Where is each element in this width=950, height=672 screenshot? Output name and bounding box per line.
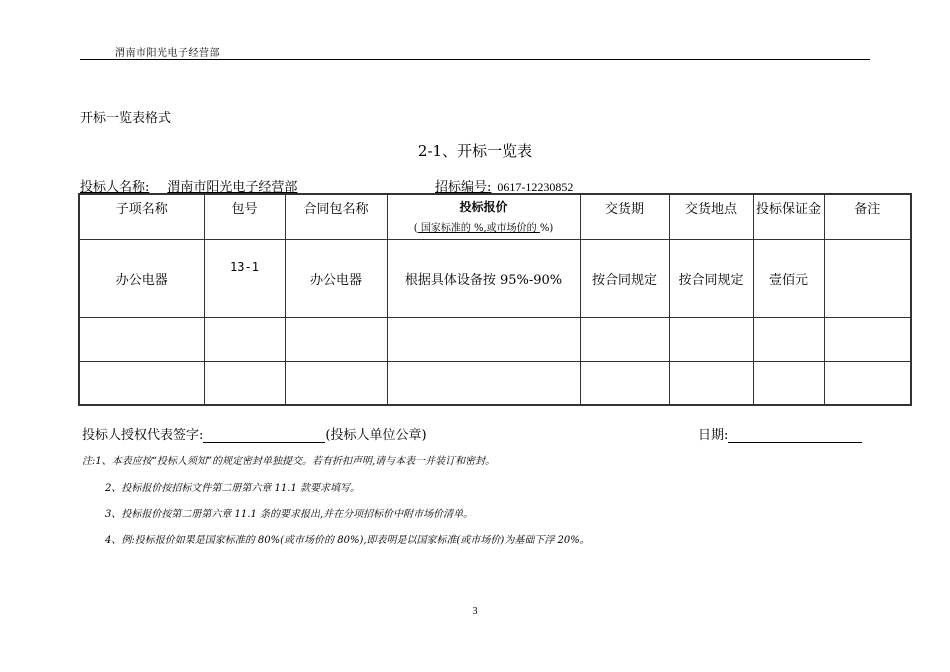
header-deposit: 投标保证金 — [753, 194, 824, 240]
header-company: 渭南市阳光电子经营部 — [115, 48, 220, 59]
empty-cell — [669, 318, 753, 362]
empty-cell — [824, 318, 911, 362]
header-price-note — [388, 219, 580, 234]
cell-item: 办公电器 — [79, 240, 204, 318]
empty-cell — [79, 318, 204, 362]
empty-cell — [824, 362, 911, 406]
header-item: 子项名称 — [79, 194, 204, 240]
cell-price: 根据具体设备按 95%-90% — [387, 240, 580, 318]
note-2: 2、投标报价按招标文件第二册第六章 11.1 款要求填写。 — [105, 483, 360, 494]
table-row — [79, 240, 911, 318]
note-1: 注:1、本表应按“投标人须知”的规定密封单独提交。若有折扣声明,请与本表一并装订和密封。 — [82, 456, 496, 467]
format-title: 开标一览表格式 — [80, 111, 172, 126]
header-remark: 备注 — [824, 194, 911, 240]
cell-remark — [824, 240, 911, 318]
header-price-label: 投标报价 — [459, 200, 508, 214]
note-4: 4、例:投标报价如果是国家标准的 80%(或市场价的 80%),即表明是以国家标准(或市场价)为基础下浮 20%。 — [105, 535, 590, 546]
empty-cell — [753, 318, 824, 362]
date-label: 日期: — [698, 428, 729, 443]
price-note-a: 国家标准的 — [417, 223, 474, 234]
bid-opening-table — [78, 193, 912, 406]
signature-label: 投标人授权代表签字: — [82, 428, 204, 443]
price-note-open: ( — [413, 223, 418, 234]
empty-cell — [204, 318, 285, 362]
empty-cell — [753, 362, 824, 406]
empty-cell — [285, 362, 387, 406]
empty-cell — [580, 318, 669, 362]
cell-delivery-place: 按合同规定 — [669, 240, 753, 318]
empty-cell — [580, 362, 669, 406]
header-package: 包号 — [204, 194, 285, 240]
cell-contract-package: 办公电器 — [285, 240, 387, 318]
empty-cell — [79, 362, 204, 406]
cell-deposit: 壹佰元 — [753, 240, 824, 318]
bidder-label: 投标人名称: — [80, 180, 150, 195]
empty-cell — [387, 318, 580, 362]
signature-blank — [203, 428, 325, 443]
price-note-mid: %,或市场价的 — [474, 223, 540, 234]
header-delivery-place: 交货地点 — [669, 194, 753, 240]
empty-cell — [285, 318, 387, 362]
page-number: 3 — [472, 606, 478, 617]
note-3: 3、投标报价按第二册第六章 11.1 条的要求报出,并在分项招标价中附市场价清单。 — [105, 509, 474, 520]
table-row-empty — [79, 362, 911, 406]
bid-code-label: 招标编号: — [435, 180, 492, 195]
bid-code-value: 0617-12230852 — [497, 180, 574, 194]
table-header-row — [79, 194, 911, 240]
cell-package: 13-1 — [204, 240, 285, 318]
signature-line — [82, 424, 427, 443]
table-row-empty — [79, 318, 911, 362]
empty-cell — [387, 362, 580, 406]
date-line — [698, 424, 862, 443]
bidder-name: 渭南市阳光电子经营部 — [167, 180, 298, 195]
header-contract-package: 合同包名称 — [285, 194, 387, 240]
table-title: 2-1、开标一览表 — [417, 142, 533, 160]
price-note-close: %) — [539, 223, 554, 234]
header-price — [387, 194, 580, 240]
seal-label: (投标人单位公章) — [325, 428, 427, 443]
header-delivery-period: 交货期 — [580, 194, 669, 240]
date-blank — [728, 428, 862, 443]
empty-cell — [669, 362, 753, 406]
cell-delivery-period: 按合同规定 — [580, 240, 669, 318]
empty-cell — [204, 362, 285, 406]
header-rule — [80, 59, 870, 60]
